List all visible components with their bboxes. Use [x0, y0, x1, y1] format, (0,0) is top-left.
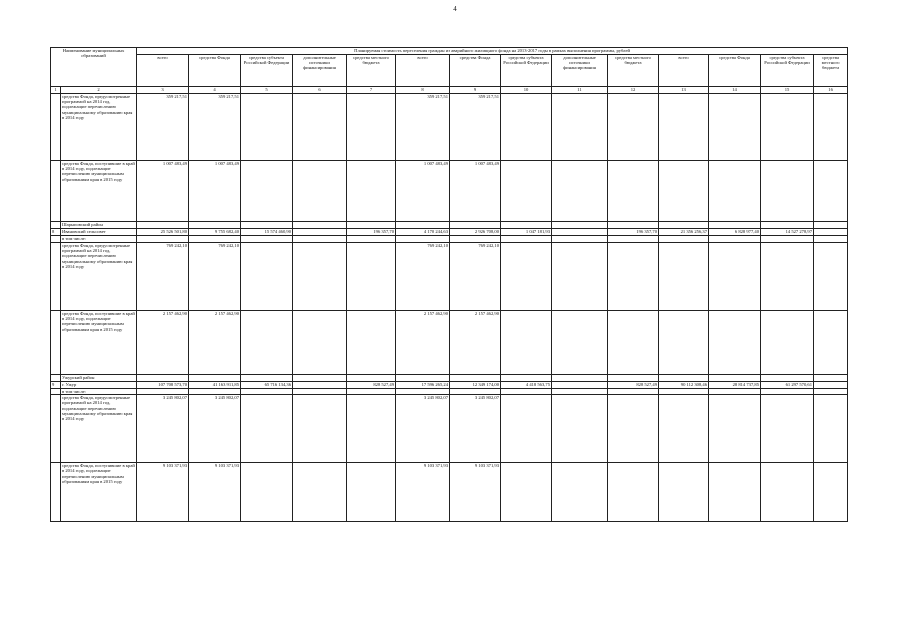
value-cell: 359 217,51 [137, 94, 189, 161]
value-cell [241, 375, 293, 382]
value-cell [293, 463, 347, 522]
value-cell: 3 245 802,07 [450, 395, 501, 463]
value-cell [450, 375, 501, 382]
value-cell: 2 157 462,90 [189, 311, 241, 375]
value-cell [552, 463, 608, 522]
header-col-11: дополнительные источники финансирования [552, 55, 608, 87]
value-cell [241, 94, 293, 161]
value-cell: 1 007 483,49 [396, 161, 450, 222]
header-group-title: Планируемая стоимость переселения граждан из аварийного жилищного фонда на 2013-2017 годы в рамках выполнения программы, рублей [137, 48, 848, 55]
value-cell [608, 311, 659, 375]
row-index [51, 375, 61, 382]
resettlement-cost-table [50, 47, 848, 522]
value-cell [814, 222, 848, 229]
column-number: 13 [659, 87, 709, 94]
value-cell [293, 395, 347, 463]
value-cell [347, 222, 396, 229]
value-cell [501, 395, 552, 463]
value-cell [608, 395, 659, 463]
column-number: 4 [189, 87, 241, 94]
value-cell [761, 375, 814, 382]
value-cell [814, 229, 848, 236]
value-cell: 90 112 308,46 [659, 382, 709, 389]
header-col-10: средства субъекта Российской Федерации [501, 55, 552, 87]
value-cell [552, 222, 608, 229]
value-cell [347, 375, 396, 382]
value-cell [608, 243, 659, 311]
value-cell: 107 708 573,70 [137, 382, 189, 389]
value-cell [347, 463, 396, 522]
value-cell [241, 243, 293, 311]
value-cell: 3 245 802,07 [396, 395, 450, 463]
value-cell [450, 236, 501, 243]
header-municipality-name: Наименование муниципальных образований [51, 48, 137, 87]
value-cell [396, 375, 450, 382]
value-cell [709, 222, 761, 229]
value-cell [608, 94, 659, 161]
value-cell: 9 103 371,93 [137, 463, 189, 522]
value-cell: 21 356 256,37 [659, 229, 709, 236]
value-cell [293, 94, 347, 161]
table-row [51, 382, 848, 389]
value-cell [293, 236, 347, 243]
value-cell: 769 242,10 [450, 243, 501, 311]
value-cell: 3 245 802,07 [189, 395, 241, 463]
value-cell [814, 236, 848, 243]
value-cell [501, 94, 552, 161]
value-cell [241, 311, 293, 375]
value-cell [501, 236, 552, 243]
value-cell: 65 716 134,36 [241, 382, 293, 389]
row-name: средства Фонда, поступившие в край в 2014 году, подлежащие перечислению муниципальным образованиям края в 2015 году [61, 161, 137, 222]
value-cell: 828 527,49 [347, 382, 396, 389]
value-cell: 359 217,51 [189, 94, 241, 161]
value-cell [709, 375, 761, 382]
row-index [51, 463, 61, 522]
value-cell: 1 007 483,49 [450, 161, 501, 222]
header-col-8: всего [396, 55, 450, 87]
value-cell [552, 161, 608, 222]
row-name: средства Фонда, предусмотренные программой на 2014 год, подлежащие перечислению муниципальному образованию края в 2014 году [61, 243, 137, 311]
value-cell [608, 222, 659, 229]
value-cell: 3 245 802,07 [137, 395, 189, 463]
column-number: 6 [293, 87, 347, 94]
header-col-13: всего [659, 55, 709, 87]
table-row [51, 243, 848, 311]
value-cell [659, 94, 709, 161]
value-cell [189, 222, 241, 229]
row-name: средства Фонда, предусмотренные программой на 2014 год, подлежащие перечислению муниципальному образованию края в 2014 году [61, 395, 137, 463]
header-col-6: дополнительные источники финансирования [293, 55, 347, 87]
value-cell: 769 242,10 [189, 243, 241, 311]
value-cell: 2 157 462,90 [137, 311, 189, 375]
header-col-7: средства местного бюджета [347, 55, 396, 87]
value-cell [241, 236, 293, 243]
row-name: средства Фонда, предусмотренные программой на 2014 год, подлежащие перечислению муниципальному образованию края в 2014 году [61, 94, 137, 161]
value-cell: 6 828 977,40 [709, 229, 761, 236]
value-cell [552, 375, 608, 382]
value-cell: 828 527,49 [608, 382, 659, 389]
value-cell [709, 463, 761, 522]
value-cell: 9 755 682,40 [189, 229, 241, 236]
row-name: в том числе: [61, 389, 137, 395]
value-cell [552, 229, 608, 236]
value-cell [501, 161, 552, 222]
value-cell [552, 311, 608, 375]
column-number: 5 [241, 87, 293, 94]
value-cell [241, 395, 293, 463]
value-cell [347, 311, 396, 375]
value-cell: 769 242,10 [137, 243, 189, 311]
value-cell [347, 94, 396, 161]
value-cell [347, 161, 396, 222]
column-number: 11 [552, 87, 608, 94]
row-index [51, 236, 61, 243]
value-cell [709, 94, 761, 161]
value-cell [552, 395, 608, 463]
value-cell [709, 311, 761, 375]
section-title: Шарыповский район [61, 222, 137, 229]
value-cell [137, 236, 189, 243]
value-cell [761, 395, 814, 463]
column-number-row [51, 87, 848, 94]
value-cell [814, 243, 848, 311]
column-number: 16 [814, 87, 848, 94]
value-cell [552, 236, 608, 243]
value-cell [814, 161, 848, 222]
value-cell [501, 222, 552, 229]
row-name: в том числе: [61, 236, 137, 243]
column-number: 10 [501, 87, 552, 94]
value-cell [608, 375, 659, 382]
value-cell: 28 814 737,85 [709, 382, 761, 389]
row-index [51, 222, 61, 229]
header-col-12: средства местного бюджета [608, 55, 659, 87]
value-cell [293, 243, 347, 311]
value-cell [501, 463, 552, 522]
value-cell [608, 236, 659, 243]
row-index [51, 243, 61, 311]
header-col-9: средства Фонда [450, 55, 501, 87]
value-cell [501, 375, 552, 382]
value-cell [552, 94, 608, 161]
value-cell: 9 103 371,93 [450, 463, 501, 522]
value-cell [347, 395, 396, 463]
row-name: г. Ужур [61, 382, 137, 389]
row-name: Ивановский сельсовет [61, 229, 137, 236]
value-cell [189, 236, 241, 243]
table-row [51, 375, 848, 382]
header-col-5: средства субъекта Российской Федерации [241, 55, 293, 87]
value-cell: 1 047 181,93 [501, 229, 552, 236]
column-number: 8 [396, 87, 450, 94]
column-number: 9 [450, 87, 501, 94]
value-cell: 2 157 462,90 [450, 311, 501, 375]
table-row [51, 236, 848, 243]
value-cell [241, 161, 293, 222]
value-cell [814, 382, 848, 389]
value-cell [814, 463, 848, 522]
value-cell [761, 311, 814, 375]
value-cell: 359 217,51 [396, 94, 450, 161]
value-cell: 4 418 563,75 [501, 382, 552, 389]
row-index [51, 161, 61, 222]
row-index [51, 395, 61, 463]
table-row [51, 463, 848, 522]
value-cell: 14 527 278,97 [761, 229, 814, 236]
table-body [51, 94, 848, 522]
value-cell [814, 395, 848, 463]
value-cell [293, 311, 347, 375]
value-cell [761, 463, 814, 522]
value-cell [709, 236, 761, 243]
value-cell [137, 222, 189, 229]
page-number: 4 [453, 5, 457, 13]
row-index [51, 94, 61, 161]
value-cell: 2 926 708,00 [450, 229, 501, 236]
value-cell [608, 463, 659, 522]
value-cell [450, 222, 501, 229]
header-col-16: средства местного бюджета [814, 55, 848, 87]
value-cell: 12 349 174,00 [450, 382, 501, 389]
value-cell [241, 463, 293, 522]
table-row [51, 311, 848, 375]
value-cell [137, 375, 189, 382]
value-cell [761, 243, 814, 311]
value-cell: 61 297 570,61 [761, 382, 814, 389]
header-col-3: всего [137, 55, 189, 87]
column-number: 12 [608, 87, 659, 94]
section-title: Ужурский район [61, 375, 137, 382]
value-cell [659, 243, 709, 311]
column-number: 14 [709, 87, 761, 94]
row-index: 8 [51, 229, 61, 236]
value-cell: 4 170 244,63 [396, 229, 450, 236]
value-cell: 17 596 265,24 [396, 382, 450, 389]
value-cell [814, 94, 848, 161]
value-cell [814, 311, 848, 375]
value-cell [241, 222, 293, 229]
value-cell [709, 161, 761, 222]
table-row [51, 161, 848, 222]
column-number: 2 [61, 87, 137, 94]
column-number: 15 [761, 87, 814, 94]
value-cell [501, 311, 552, 375]
value-cell: 196 357,70 [347, 229, 396, 236]
value-cell [396, 222, 450, 229]
table-row [51, 229, 848, 236]
value-cell: 25 526 501,80 [137, 229, 189, 236]
column-number: 3 [137, 87, 189, 94]
value-cell [293, 229, 347, 236]
value-cell [659, 222, 709, 229]
value-cell: 1 007 483,49 [189, 161, 241, 222]
value-cell: 1 007 483,49 [137, 161, 189, 222]
value-cell: 41 163 911,85 [189, 382, 241, 389]
header-col-15: средства субъекта Российской Федерации [761, 55, 814, 87]
value-cell [814, 375, 848, 382]
value-cell [659, 375, 709, 382]
value-cell [189, 375, 241, 382]
value-cell: 2 157 462,90 [396, 311, 450, 375]
value-cell [761, 94, 814, 161]
table-row [51, 222, 848, 229]
header-col-4: средства Фонда [189, 55, 241, 87]
row-index: 9 [51, 382, 61, 389]
column-number: 7 [347, 87, 396, 94]
value-cell [659, 463, 709, 522]
value-cell [608, 161, 659, 222]
value-cell [552, 243, 608, 311]
value-cell [761, 222, 814, 229]
value-cell [761, 236, 814, 243]
value-cell: 359 217,51 [450, 94, 501, 161]
value-cell [552, 382, 608, 389]
header-col-14: средства Фонда [709, 55, 761, 87]
value-cell: 769 242,10 [396, 243, 450, 311]
value-cell [293, 161, 347, 222]
value-cell [709, 243, 761, 311]
column-number: 1 [51, 87, 61, 94]
value-cell [659, 311, 709, 375]
row-index [51, 311, 61, 375]
value-cell [293, 382, 347, 389]
value-cell: 9 103 371,93 [396, 463, 450, 522]
table-row [51, 395, 848, 463]
value-cell [293, 375, 347, 382]
value-cell [501, 243, 552, 311]
value-cell [659, 236, 709, 243]
value-cell [659, 161, 709, 222]
value-cell [659, 395, 709, 463]
value-cell: 196 357,70 [608, 229, 659, 236]
value-cell [396, 236, 450, 243]
row-name: средства Фонда, поступившие в край в 2014 году, подлежащие перечислению муниципальным образованиям края в 2015 году [61, 311, 137, 375]
value-cell [347, 243, 396, 311]
value-cell: 9 103 371,93 [189, 463, 241, 522]
table-row [51, 94, 848, 161]
value-cell: 15 574 460,90 [241, 229, 293, 236]
value-cell [347, 236, 396, 243]
row-name: средства Фонда, поступившие в край в 2014 году, подлежащие перечислению муниципальным образованиям края в 2015 году [61, 463, 137, 522]
value-cell [709, 395, 761, 463]
value-cell [761, 161, 814, 222]
value-cell [293, 222, 347, 229]
